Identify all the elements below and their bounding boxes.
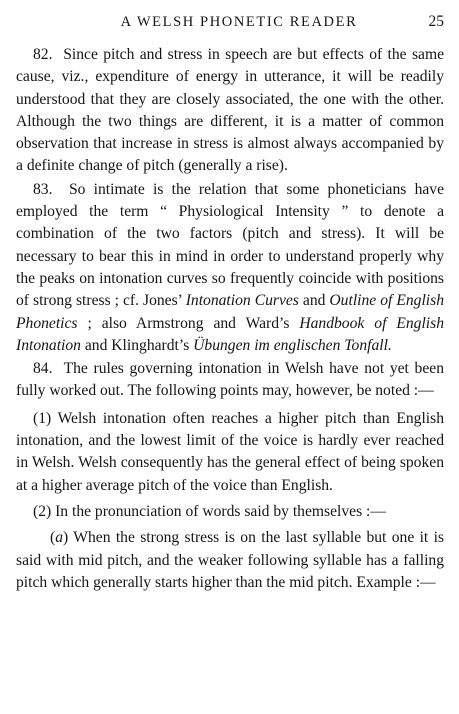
point-number: (2) <box>33 502 52 520</box>
paragraph-84 <box>16 358 444 403</box>
point-1 <box>16 408 444 497</box>
point-2a: (a) When the strong stress is on the last syllable but one it is said with mid pitch, and the weaker following syllable has a falling pitch which generally starts higher than the mid pitch. Example :— <box>16 529 444 591</box>
paragraph-text: Since pitch and stress in speech are but effects of the same cause, viz., expenditure of energy in utterance, it will be readily understood that they are closely associated, the one with the other. Although the two things are different, it is a matter of common observation that increase in stress is almost always accompanied by a definite change of pitch (generally a rise). <box>16 46 444 175</box>
paragraph-text: ; also Armstrong and Ward’s <box>77 314 300 332</box>
paragraph-number: 84. <box>33 360 53 378</box>
running-title: A WELSH PHONETIC READER <box>120 14 358 30</box>
paragraph-text: and Klinghardt’s <box>80 336 194 354</box>
page-number: 25 <box>428 13 444 30</box>
paragraph-text: So intimate is the relation that some phoneticians have employed the term “ Physiological Intensity ” to denote a combination of the two factors (pitch and stress). It will be necessary to bear this in mind in order to understand properly why the peaks on intonation curves so frequently coincide with positions of strong stress ; cf. Jones’ <box>16 180 445 310</box>
subpoint-letter: a <box>55 529 63 547</box>
point-2 <box>16 501 444 523</box>
point-number: (1) <box>33 409 52 427</box>
cited-work-title: Übungen im englischen Tonfall. <box>193 336 392 354</box>
paragraph-82 <box>16 44 444 178</box>
cited-work-title: Handbook of English Intonation <box>16 314 444 354</box>
paragraph-number: 82. <box>33 46 53 63</box>
paragraph-text: The rules governing intonation in Welsh have not yet been fully worked out. The following points may, however, be noted :— <box>16 360 444 400</box>
paragraph-text: and <box>298 292 330 310</box>
cited-work-title: Outline of English Phonetics <box>16 292 444 332</box>
book-page <box>16 10 444 594</box>
running-head <box>16 10 444 34</box>
cited-work-title: Intonation Curves <box>185 292 299 310</box>
point-text: In the pronunciation of words said by themselves :— <box>55 502 386 520</box>
paragraph-number: 83. <box>33 180 53 198</box>
point-text: Welsh intonation often reaches a higher pitch than English intonation, and the lowest limit of the voice is hardly ever reached in Welsh. Welsh consequently has the general effect of being spoken at a higher average pitch of the voice than English. <box>16 409 444 494</box>
paragraph-83 <box>16 179 444 357</box>
subpoint-text: When the strong stress is on the last syllable but one it is said with mid pitch, and the weaker following syllable has a falling pitch which generally starts higher than the mid pitch. Example :— <box>16 529 444 591</box>
